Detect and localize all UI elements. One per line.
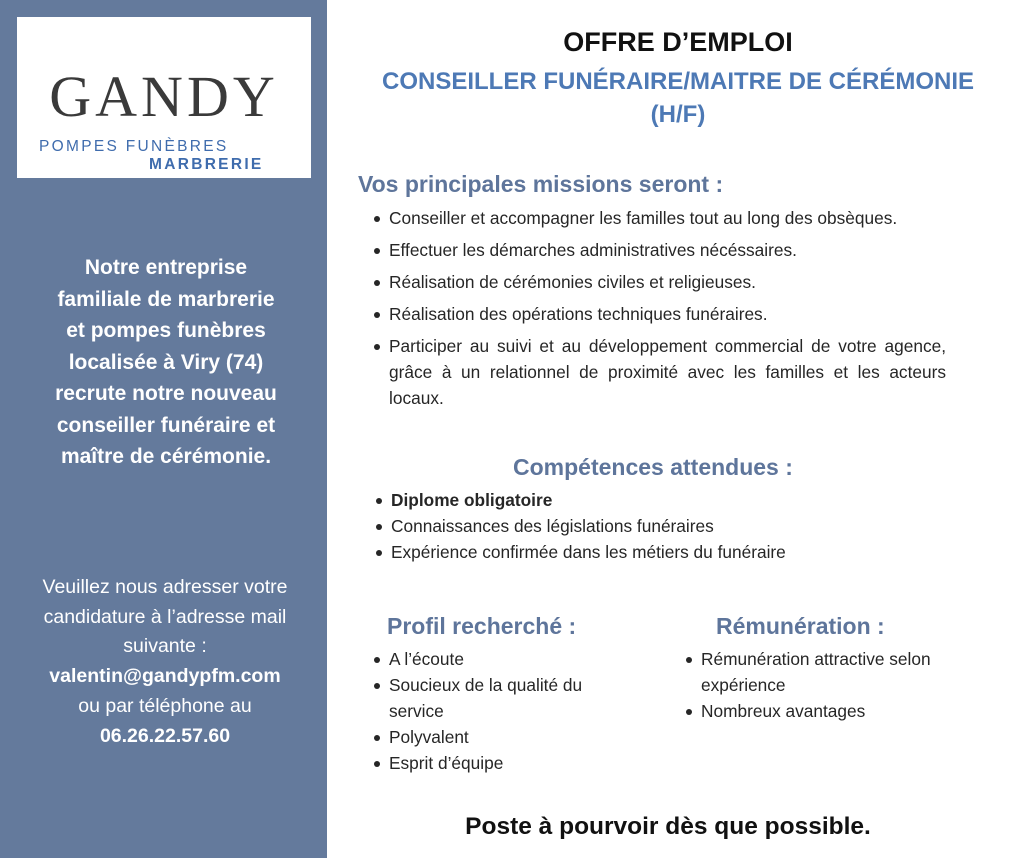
- remuneration-heading: Rémunération :: [716, 613, 885, 639]
- company-intro: [20, 252, 312, 473]
- profil-heading: Profil recherché :: [387, 613, 577, 639]
- remuneration-list: [686, 646, 946, 724]
- profil-list: [374, 646, 634, 776]
- profil-item: Polyvalent: [374, 724, 634, 750]
- missions-list: [374, 205, 946, 417]
- logo-name: GANDY: [49, 64, 279, 129]
- contact-line: candidature à l’adresse mail: [43, 605, 287, 628]
- intro-line: maître de cérémonie.: [60, 445, 272, 468]
- profil-item: Soucieux de la qualité du service: [374, 672, 634, 724]
- intro-line: localisée à Viry (74): [68, 350, 264, 374]
- position-title: [338, 65, 1018, 131]
- contact-line: Veuillez nous adresser votre: [42, 576, 288, 598]
- competences-list: [376, 487, 956, 565]
- company-logo: [17, 17, 311, 178]
- competence-item: Diplome obligatoire: [376, 487, 956, 513]
- logo-subtitle-pompes-funebres: POMPES FUNÈBRES: [39, 138, 229, 155]
- competence-item: Expérience confirmée dans les métiers du funéraire: [376, 539, 956, 565]
- position-title-line: CONSEILLER FUNÉRAIRE/MAITRE DE CÉRÉMONIE: [381, 68, 975, 95]
- competence-item: Connaissances des législations funéraires: [376, 513, 956, 539]
- position-title-gender: (H/F): [650, 101, 706, 128]
- contact-info: [10, 573, 320, 751]
- mission-item: Participer au suivi et au développement commercial de votre agence, grâce à un relationnel de proximité avec les familles et les acteurs locaux.: [374, 333, 946, 411]
- intro-line: Notre entreprise: [84, 256, 248, 279]
- remuneration-item: Nombreux avantages: [686, 698, 946, 724]
- contact-line: ou par téléphone au: [78, 694, 252, 717]
- intro-line: et pompes funèbres: [66, 319, 266, 342]
- profil-item: Esprit d’équipe: [374, 750, 634, 776]
- contact-email: valentin@gandypfm.com: [49, 665, 281, 688]
- missions-heading: Vos principales missions seront :: [358, 171, 724, 197]
- mission-item: Réalisation des opérations techniques funéraires.: [374, 301, 946, 327]
- contact-phone: 06.26.22.57.60: [99, 724, 231, 747]
- logo-subtitle-marbrerie: MARBRERIE: [149, 156, 264, 173]
- sidebar: [0, 0, 327, 858]
- closing-statement: Poste à pourvoir dès que possible.: [465, 813, 871, 840]
- mission-item: Réalisation de cérémonies civiles et religieuses.: [374, 269, 946, 295]
- mission-item: Effectuer les démarches administratives nécéssaires.: [374, 237, 946, 263]
- competences-heading: Compétences attendues :: [513, 454, 793, 480]
- offer-title: OFFRE D’EMPLOI: [563, 27, 793, 57]
- intro-line: recrute notre nouveau: [55, 382, 277, 405]
- intro-line: familiale de marbrerie: [57, 287, 275, 311]
- profil-item: A l’écoute: [374, 646, 634, 672]
- intro-line: conseiller funéraire et: [56, 413, 276, 437]
- contact-line: suivante :: [123, 635, 207, 658]
- mission-item: Conseiller et accompagner les familles tout au long des obsèques.: [374, 205, 946, 231]
- remuneration-item: Rémunération attractive selon expérience: [686, 646, 946, 698]
